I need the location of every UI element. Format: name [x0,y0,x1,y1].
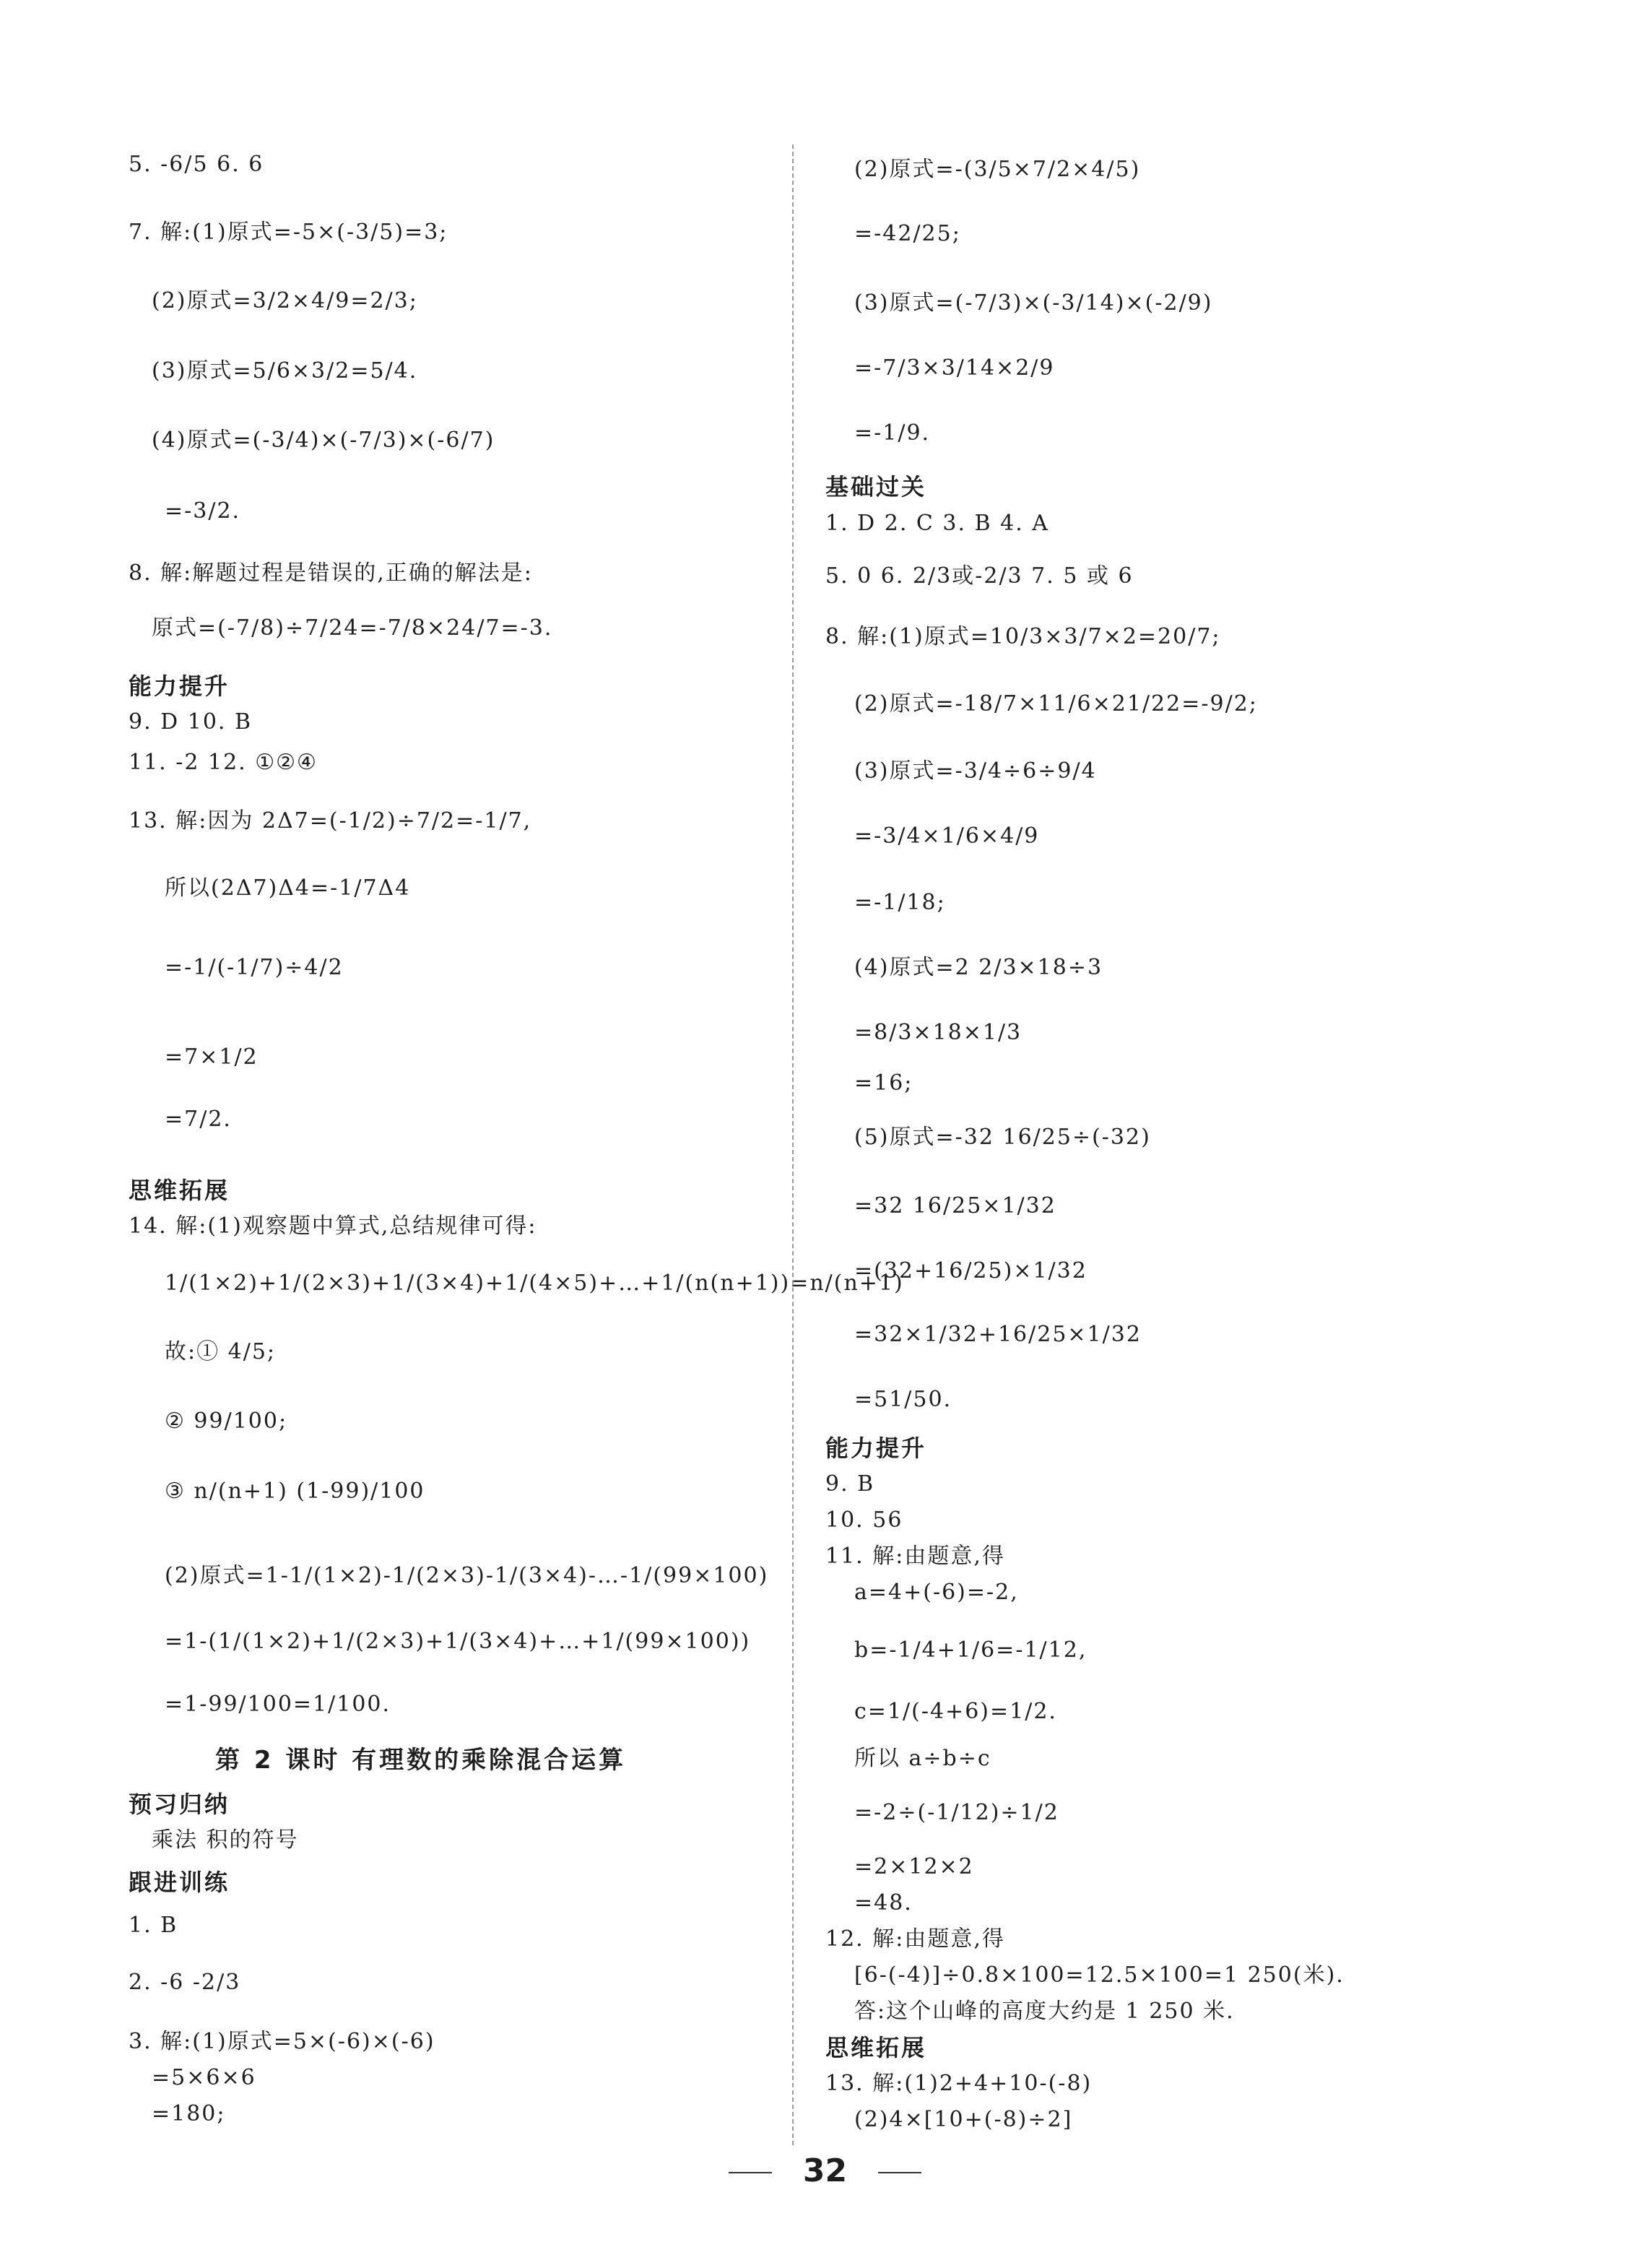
answer-line: =32×1/32+16/25×1/32 [854,1322,1142,1347]
answer-line: c=1/(-4+6)=1/2. [854,1699,1057,1724]
page-number: 32 [802,2152,848,2189]
answer-line: (2)原式=-18/7×11/6×21/22=-9/2; [854,691,1258,717]
answer-line: =-42/25; [854,221,961,246]
column-divider [792,144,794,2145]
answer-line: =1-99/100=1/100. [165,1692,391,1717]
answer-line: 3. 解:(1)原式=5×(-6)×(-6) [129,2029,435,2054]
answer-line: 答:这个山峰的高度大约是 1 250 米. [854,1999,1235,2024]
answer-line: ③ n/(n+1) (1-99)/100 [165,1479,425,1504]
answer-line: 10. 56 [825,1507,903,1533]
answer-line: =7×1/2 [165,1044,259,1070]
answer-line: (2)原式=-(3/5×7/2×4/5) [854,157,1141,182]
answer-line: 故:① 4/5; [165,1339,277,1364]
answer-line: 1. B [129,1913,178,1938]
answer-line: =7/2. [165,1107,232,1132]
answer-line: (5)原式=-32 16/25÷(-32) [854,1125,1151,1150]
answer-line: (3)原式=(-7/3)×(-3/14)×(-2/9) [854,290,1213,316]
section-heading: 能力提升 [129,672,230,700]
answer-line: 1. D 2. C 3. B 4. A [825,511,1049,536]
footer-dash-right [878,2172,921,2173]
section-heading: 预习归纳 [129,1791,230,1818]
answer-line: [6-(-4)]÷0.8×100=12.5×100=1 250(米). [854,1962,1345,1988]
answer-line: =32 16/25×1/32 [854,1193,1056,1219]
answer-line: 乘法 积的符号 [152,1827,299,1853]
section-heading: 能力提升 [825,1434,927,1462]
answer-line: 12. 解:由题意,得 [825,1926,1005,1952]
answer-line: 1/(1×2)+1/(2×3)+1/(3×4)+1/(4×5)+…+1/(n(n+1))=n/(n+1) [165,1271,904,1296]
answer-line: =1-(1/(1×2)+1/(2×3)+1/(3×4)+…+1/(99×100)) [165,1629,751,1654]
answer-line: 11. 解:由题意,得 [825,1544,1005,1569]
answer-line: (2)4×[10+(-8)÷2] [854,2107,1073,2132]
answer-line: (4)原式=2 2/3×18÷3 [854,955,1103,980]
answer-line: =-2÷(-1/12)÷1/2 [854,1800,1059,1825]
answer-line: b=-1/4+1/6=-1/12, [854,1637,1087,1663]
answer-line: =16; [854,1070,913,1096]
answer-line: =(32+16/25)×1/32 [854,1258,1087,1284]
answer-line: 7. 解:(1)原式=-5×(-3/5)=3; [129,220,448,245]
answer-line: 5. -6/5 6. 6 [129,152,264,177]
lesson-title: 第 2 课时 有理数的乘除混合运算 [215,1746,627,1775]
answer-line: =2×12×2 [854,1854,974,1879]
footer-dash-left [729,2172,772,2173]
answer-line: 5. 0 6. 2/3或-2/3 7. 5 或 6 [825,563,1134,589]
answer-line: 11. -2 12. ①②④ [129,750,318,775]
answer-line: (3)原式=5/6×3/2=5/4. [152,358,418,384]
answer-line: =-3/4×1/6×4/9 [854,823,1040,849]
answer-line: 13. 解:(1)2+4+10-(-8) [825,2071,1093,2096]
answer-line: ② 99/100; [165,1408,288,1434]
answer-line: 所以(2Δ7)Δ4=-1/7Δ4 [165,875,411,901]
section-heading: 思维拓展 [129,1177,230,1204]
answer-line: 8. 解:解题过程是错误的,正确的解法是: [129,560,533,586]
page-footer [0,2152,1650,2189]
answer-line: (4)原式=(-3/4)×(-7/3)×(-6/7) [152,428,495,453]
answer-line: =8/3×18×1/3 [854,1020,1022,1045]
answer-line: =-7/3×3/14×2/9 [854,355,1055,381]
section-heading: 思维拓展 [825,2034,927,2061]
answer-line: 13. 解:因为 2Δ7=(-1/2)÷7/2=-1/7, [129,808,532,834]
answer-line: 9. B [825,1471,875,1497]
section-heading: 跟进训练 [129,1869,230,1896]
answer-line: (3)原式=-3/4÷6÷9/4 [854,758,1097,784]
answer-line: =180; [152,2101,226,2126]
answer-line: 14. 解:(1)观察题中算式,总结规律可得: [129,1213,537,1239]
answer-line: 所以 a÷b÷c [854,1746,991,1771]
answer-line: (2)原式=3/2×4/9=2/3; [152,288,418,313]
answer-line: 2. -6 -2/3 [129,1970,241,1995]
answer-line: (2)原式=1-1/(1×2)-1/(2×3)-1/(3×4)-…-1/(99×100) [165,1563,769,1588]
answer-line: =-1/(-1/7)÷4/2 [165,955,344,980]
section-heading: 基础过关 [825,473,927,501]
answer-line: =48. [854,1890,913,1916]
answer-line: =-1/9. [854,420,931,446]
answer-line: 8. 解:(1)原式=10/3×3/7×2=20/7; [825,624,1221,649]
answer-line: =51/50. [854,1387,952,1412]
answer-line: 原式=(-7/8)÷7/24=-7/8×24/7=-3. [152,615,553,641]
answer-line: =-3/2. [165,498,241,524]
answer-line: a=4+(-6)=-2, [854,1580,1019,1605]
answer-line: =5×6×6 [152,2065,256,2090]
answer-line: =-1/18; [854,890,946,915]
answer-line: 9. D 10. B [129,709,253,735]
